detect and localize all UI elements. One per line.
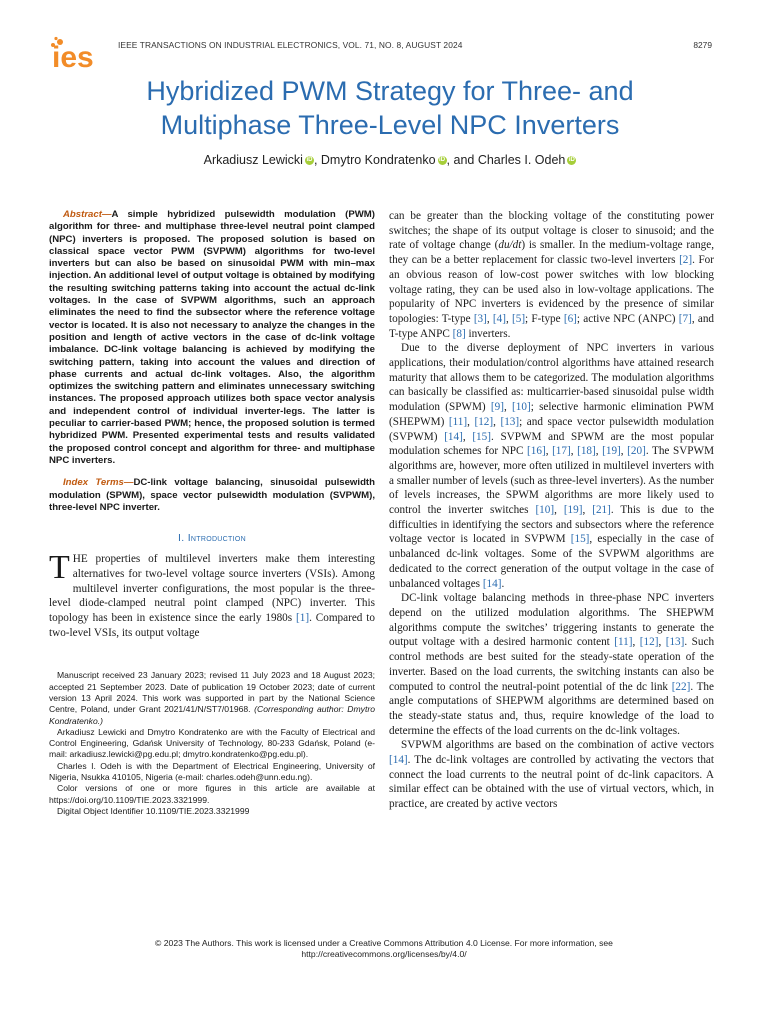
license-url[interactable]: http://creativecommons.org/licenses/by/4.0/ (301, 949, 467, 959)
citation-link[interactable]: [9] (490, 401, 504, 414)
body-text: . Compared to two-level VSIs, its output voltage (49, 611, 375, 639)
left-column (49, 209, 375, 817)
ies-logo-graphic (48, 36, 106, 70)
body-text: . The angle computations of SHEPWM algorithms are determined based on the steady-state status and, thus, require knowledge of the load to determine the effects of the load currents on the dc-link voltages. (389, 680, 714, 737)
orcid-icon[interactable]: iD (568, 157, 575, 163)
citation-link[interactable]: [14] (389, 754, 408, 767)
citation-link[interactable]: [14] (444, 430, 463, 443)
body-text: , (505, 312, 512, 325)
body-text: , (582, 504, 593, 517)
journal-name: IEEE TRANSACTIONS ON INDUSTRIAL ELECTRONICS, VOL. 71, NO. 8, AUGUST 2024 (118, 40, 463, 50)
orcid-icon[interactable]: iD (306, 157, 313, 163)
title-line-2: Multiphase Three-Level NPC Inverters (160, 110, 620, 140)
citation-link[interactable]: [19] (602, 445, 621, 458)
citation-link[interactable]: [20] (627, 445, 646, 458)
title-line-1: Hybridized PWM Strategy for Three- and (146, 76, 634, 106)
body-text: , (493, 415, 501, 428)
body-paragraph-3 (389, 591, 714, 738)
citation-link[interactable]: [7] (678, 312, 692, 325)
body-text: DC-link voltage balancing methods in three-phase NPC inverters depend on the utilized modulation algorithms. The SHEPWM algorithms compute the switches’ triggering instants to generate the output voltage with a desired harmonic content (389, 592, 714, 649)
citation-link[interactable]: [14] (482, 577, 502, 590)
citation-link[interactable]: [8] (452, 327, 466, 340)
paper-title (60, 74, 720, 142)
abstract-text: A simple hybridized pulsewidth modulation (PWM) algorithm for three- and multiphase three-level neutral point clamped (NPC) inverters is proposed. The proposed solution is based on classical space vector PWM (SVPWM) algorithms for two-level inverters but can also be based on sinusoidal PWM with min–max injection. An additional level of output voltage is obtained by modifying the resulting switching patterns taking into account the actual dc-link voltages. In the case of SVPWM algorithms, such an approach eliminates the need to find the subsector where the reference voltage vector is located. It is also not necessary to analyze the changes in the position and length of active vectors in the case of dc-link voltage imbalance. DC-link voltage balancing is achieved by modifying the switching pattern, taking into account the values and direction of phase currents and actual dc-link voltages. Also, the algorithm optimizes the switching pattern and eliminates unnecessary switching instances. The proposed approach utilizes both space vector analysis and independent control of individual inverter-legs. The latter is peculiar to carrier-based PWM; hence, the proposed solution is termed hybridized PWM. Presented experimental tests and results validated the proposed control concept and algorithm for three- and multiphase NPC inverters. (49, 209, 375, 466)
author-separator: , (313, 153, 321, 167)
corresponding-author: (Corresponding author: Dmytro Kondratenko.) (49, 704, 375, 726)
body-text: , (545, 445, 553, 458)
author-separator: , and (446, 153, 478, 167)
abstract (49, 209, 375, 467)
index-terms-label: Index Terms— (63, 477, 134, 489)
citation-link[interactable]: [2] (679, 254, 693, 267)
body-text: ) is smaller. In the medium-voltage range, they can be a better replacement for classic two-level inverters (389, 239, 714, 267)
citation-link[interactable]: [17] (552, 445, 571, 458)
body-text: , (620, 445, 628, 458)
citation-link[interactable]: [11] (614, 636, 633, 649)
citation-link[interactable]: [15] (472, 430, 491, 443)
citation-link[interactable]: [11] (448, 415, 468, 428)
citation-link[interactable]: [13] (665, 636, 685, 649)
citation-link[interactable]: [15] (570, 533, 590, 546)
citation-link[interactable]: [1] (296, 611, 310, 624)
body-text: , (570, 445, 578, 458)
body-text: , (503, 401, 513, 414)
citation-link[interactable]: [6] (563, 312, 577, 325)
logo-text: ies (52, 41, 94, 70)
body-text: , (462, 430, 473, 443)
body-text: , (658, 636, 666, 649)
right-column (389, 209, 714, 812)
citation-link[interactable]: [18] (577, 445, 596, 458)
body-text: . The dc-link voltages are controlled by activating the vectors that connect the load currents to the neutral point of dc-link capacitors. A similar effect can be obtained with the use of virtual vectors, which, in practice, are created by active vectors (389, 754, 714, 811)
intro-paragraph (49, 549, 375, 640)
body-text: SVPWM algorithms are based on the combination of active vectors (401, 739, 714, 752)
math-text: du/dt (498, 239, 522, 252)
body-text: , and T-type ANPC (389, 312, 715, 340)
license-notice (60, 938, 708, 960)
footnote-affiliation-2: Charles I. Odeh is with the Department of Electrical Engineering, University of Nigeria, Nsukka 410105, Nigeria (e-mail: charles.odeh@unn.edu.ng). (49, 760, 375, 783)
body-text: inverters. (465, 327, 511, 340)
body-text: ; and space vector pulsewidth modulation (SVPWM) (389, 415, 714, 443)
body-text: . This is due to the difficulties in identifying the sectors and subsectors where the reference voltage vector is located in SVPWM (389, 504, 715, 546)
body-paragraph-1 (389, 209, 714, 341)
body-text: can be greater than the blocking voltage of the constituting power switches; the shape of its output voltage is closer to sinusoid; and the rate of voltage change ( (389, 210, 714, 252)
body-text: , (595, 445, 603, 458)
citation-link[interactable]: [10] (512, 401, 531, 414)
author-name: Arkadiusz Lewicki (203, 153, 303, 167)
section-title: Introduction (187, 532, 246, 545)
footnote-color-note: Color versions of one or more figures in this article are available at https://doi.org/10.1109/TIE.2023.3321999. (49, 783, 375, 805)
footnote-text: Manuscript received 23 January 2023; revised 11 July 2023 and 18 August 2023; accepted 21 September 2023. Date of publication 19 October 2023; date of current version 13 April 2024. This work was supported in part by the National Science Centre, Poland, under Grant 2021/41/N/ST7/01968. (49, 670, 375, 715)
orcid-icon[interactable]: iD (439, 157, 446, 163)
body-text: . The SVPWM algorithms are, however, more often utilized in multilevel inverters with a smaller number of levels (such as three-level inverters). As the number of levels increases, the SPWM algorithms are more likely used to control the inverter switches (389, 445, 715, 517)
body-text: . SVPWM and SPWM are the most popular modulation schemes for NPC (389, 430, 715, 458)
footnote-doi: Digital Object Identifier 10.1109/TIE.2023.3321999 (57, 805, 250, 816)
citation-link[interactable]: [16] (527, 445, 546, 458)
body-text: , (486, 312, 493, 325)
author-name: Dmytro Kondratenko (320, 153, 436, 167)
citation-link[interactable]: [3] (473, 312, 487, 325)
drop-cap: T (49, 549, 70, 587)
citation-link[interactable]: [12] (474, 415, 494, 428)
body-paragraph-2 (389, 341, 714, 591)
body-text: , (467, 415, 475, 428)
body-paragraph-4 (389, 738, 714, 812)
body-text: , (632, 636, 640, 649)
author-name: Charles I. Odeh (477, 153, 566, 167)
body-text: . For an obvious reason of low-cost power switches with low blocking voltage rating, they can be used also in low-voltage applications. The popularity of NPC inverters is evidenced by the presence of similar topologies: T-type (389, 254, 714, 325)
citation-link[interactable]: [22] (671, 680, 691, 693)
section-heading (49, 532, 375, 544)
footnote (49, 670, 375, 817)
author-list (60, 153, 720, 167)
license-text: © 2023 The Authors. This work is licensed under a Creative Commons Attribution 4.0 License. For more information, see (155, 938, 613, 948)
citation-link[interactable]: [4] (492, 312, 506, 325)
body-text: HE properties of multilevel inverters make them interesting alternatives for two-level voltage source inverters (VSIs). Among multilevel inverter configurations, the most popular is the three-level diode-clamped neutral point clamped (NPC) inverter. This topology has been in existence since the early 1980s (49, 553, 375, 624)
citation-link[interactable]: [5] (512, 312, 526, 325)
ies-logo (48, 36, 106, 75)
body-text: . (501, 577, 505, 590)
citation-link[interactable]: [10] (535, 504, 555, 517)
body-text: Due to the diverse deployment of NPC inverters in various applications, their modulation/control algorithms have attained research maturity that allows them to be categorized. The modulation algorithms can basically be classified as: multicarrier-based sinusoidal pulse width modulation (SPWM) (389, 342, 714, 414)
index-terms-text: DC-link voltage balancing, sinusoidal pulsewidth modulation (SPWM), space vector pulsewidth modulation (SVPWM), three-level NPC inverter. (49, 477, 375, 513)
page-number: 8279 (693, 40, 712, 50)
footnote-affiliation-1: Arkadiusz Lewicki and Dmytro Kondratenko are with the Faculty of Electrical and Control Engineering, Gdańsk University of Technology, 80-233 Gdańsk, Poland (e-mail: arkadiusz.lewicki@pg.edu.pl; dmytro.kondratenko@pg.edu.pl). (49, 726, 375, 760)
section-number: I. (178, 532, 188, 545)
citation-link[interactable]: [12] (639, 636, 659, 649)
citation-link[interactable]: [19] (563, 504, 583, 517)
citation-link[interactable]: [13] (500, 415, 520, 428)
index-terms (49, 477, 375, 514)
body-text: ; selective harmonic elimination PWM (SHEPWM) (389, 401, 714, 428)
body-text: ; active NPC (ANPC) (576, 312, 679, 325)
abstract-label: Abstract— (63, 209, 112, 220)
body-text: , (554, 504, 564, 517)
body-text: ; F-type (525, 312, 564, 325)
body-text: . Such control methods are best suited for the steady-state operation of the inverter. Based on the load currents, the switching instants can also be computed to control the neutral-point potential of the dc link (389, 636, 715, 693)
citation-link[interactable]: [21] (592, 504, 611, 517)
body-text: , especially in the case of unbalanced dc-link voltages. Some of the SVPWM algorithms are dedicated to the correct generation of the output voltage in the case of unbalanced voltages (389, 533, 714, 590)
footnote-manuscript (49, 670, 375, 726)
